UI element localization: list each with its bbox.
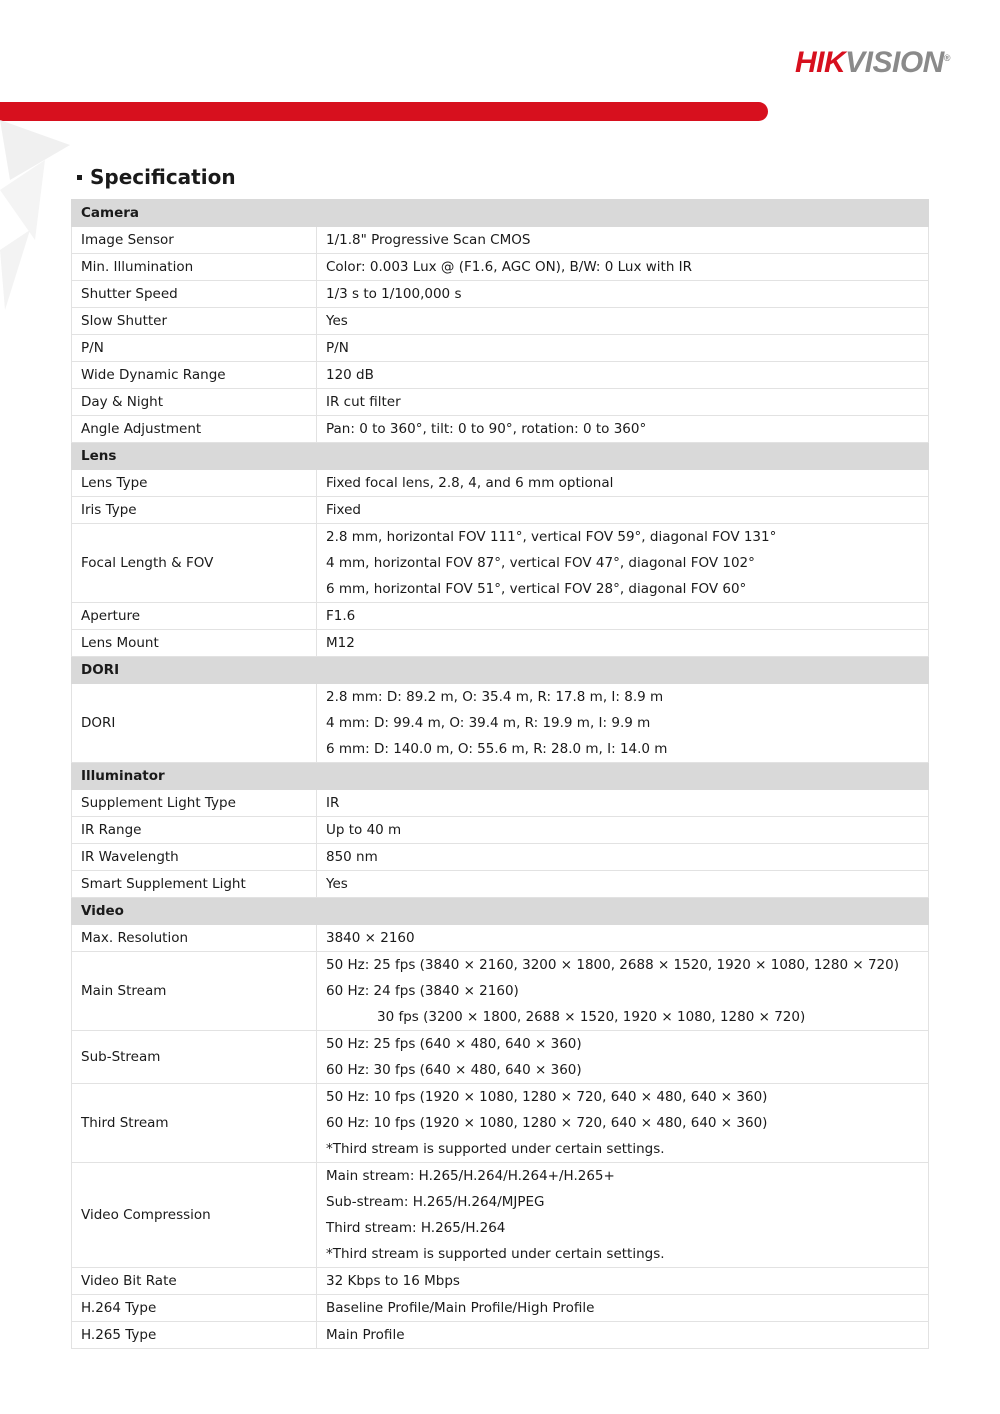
spec-value [317, 335, 929, 362]
spec-value [317, 470, 929, 497]
spec-value-line: Main stream: H.265/H.264/H.264+/H.265+ [326, 1168, 615, 1184]
spec-label: Day & Night [72, 389, 317, 416]
spec-label: Wide Dynamic Range [72, 362, 317, 389]
spec-label: Shutter Speed [72, 281, 317, 308]
spec-label: H.265 Type [72, 1322, 317, 1349]
hikvision-logo [795, 46, 950, 80]
spec-value-line: 2.8 mm, horizontal FOV 111°, vertical FOV 59°, diagonal FOV 131° [326, 529, 777, 545]
spec-row [72, 603, 929, 630]
spec-value-line: 4 mm: D: 99.4 m, O: 39.4 m, R: 19.9 m, I: 9.9 m [326, 715, 651, 731]
spec-value [317, 630, 929, 657]
spec-value-line: *Third stream is supported under certain settings. [326, 1246, 665, 1262]
spec-value [317, 308, 929, 335]
spec-row [72, 281, 929, 308]
spec-label: Angle Adjustment [72, 416, 317, 443]
spec-row [72, 362, 929, 389]
spec-value [317, 844, 929, 871]
spec-value-line: Third stream: H.265/H.264 [326, 1220, 506, 1236]
page-title-text: Specification [90, 165, 236, 189]
spec-label: Main Stream [72, 952, 317, 1031]
spec-value-line: P/N [326, 340, 349, 356]
specification-table [71, 199, 929, 1349]
section-header-row [72, 763, 929, 790]
spec-value-line: *Third stream is supported under certain settings. [326, 1141, 665, 1157]
spec-row [72, 871, 929, 898]
spec-value-line: 120 dB [326, 367, 374, 383]
spec-value-line: Yes [326, 313, 348, 329]
spec-row [72, 844, 929, 871]
spec-label: Max. Resolution [72, 925, 317, 952]
spec-row [72, 1322, 929, 1349]
spec-label: Lens Mount [72, 630, 317, 657]
spec-value-line: Main Profile [326, 1327, 405, 1343]
section-title: Video [72, 898, 929, 925]
section-title: Lens [72, 443, 929, 470]
spec-label: IR Wavelength [72, 844, 317, 871]
spec-value-line: 60 Hz: 10 fps (1920 × 1080, 1280 × 720, 640 × 480, 640 × 360) [326, 1115, 768, 1131]
spec-value [317, 790, 929, 817]
logo-registered-mark: ® [943, 53, 950, 63]
spec-value [317, 362, 929, 389]
spec-value-line: Baseline Profile/Main Profile/High Profile [326, 1300, 595, 1316]
section-title: Illuminator [72, 763, 929, 790]
spec-value-line: Up to 40 m [326, 822, 402, 838]
spec-row [72, 790, 929, 817]
spec-value-line: Sub-stream: H.265/H.264/MJPEG [326, 1194, 545, 1210]
spec-value-line: 1/3 s to 1/100,000 s [326, 286, 462, 302]
section-header-row [72, 657, 929, 684]
spec-value-line: 2.8 mm: D: 89.2 m, O: 35.4 m, R: 17.8 m, I: 8.9 m [326, 689, 664, 705]
spec-row [72, 524, 929, 603]
spec-value [317, 227, 929, 254]
section-header-row [72, 898, 929, 925]
spec-row [72, 308, 929, 335]
spec-row [72, 416, 929, 443]
spec-row [72, 1084, 929, 1163]
spec-label: Third Stream [72, 1084, 317, 1163]
spec-row [72, 684, 929, 763]
spec-row [72, 1295, 929, 1322]
spec-value-line: F1.6 [326, 608, 356, 624]
spec-value [317, 281, 929, 308]
spec-row [72, 925, 929, 952]
spec-value [317, 497, 929, 524]
spec-row [72, 630, 929, 657]
spec-value-line: 1/1.8" Progressive Scan CMOS [326, 232, 531, 248]
spec-value-line: 50 Hz: 25 fps (3840 × 2160, 3200 × 1800, 2688 × 1520, 1920 × 1080, 1280 × 720) [326, 957, 899, 973]
spec-value [317, 1163, 929, 1268]
section-title: DORI [72, 657, 929, 684]
spec-label: Focal Length & FOV [72, 524, 317, 603]
spec-value-line: 3840 × 2160 [326, 930, 415, 946]
spec-value [317, 952, 929, 1031]
spec-value [317, 684, 929, 763]
spec-value-line: IR [326, 795, 340, 811]
spec-value [317, 1322, 929, 1349]
spec-label: Sub-Stream [72, 1031, 317, 1084]
spec-label: Supplement Light Type [72, 790, 317, 817]
spec-label: Video Compression [72, 1163, 317, 1268]
spec-value [317, 1295, 929, 1322]
spec-row [72, 335, 929, 362]
spec-value [317, 1031, 929, 1084]
spec-label: IR Range [72, 817, 317, 844]
spec-label: Video Bit Rate [72, 1268, 317, 1295]
spec-value [317, 1084, 929, 1163]
spec-value-line: 50 Hz: 10 fps (1920 × 1080, 1280 × 720, 640 × 480, 640 × 360) [326, 1089, 768, 1105]
title-bullet-icon [77, 175, 82, 180]
spec-value-line: M12 [326, 635, 355, 651]
spec-label: Image Sensor [72, 227, 317, 254]
spec-value-line: IR cut filter [326, 394, 401, 410]
spec-row [72, 952, 929, 1031]
section-header-row [72, 200, 929, 227]
spec-label: Aperture [72, 603, 317, 630]
spec-label: H.264 Type [72, 1295, 317, 1322]
spec-value-line: 32 Kbps to 16 Mbps [326, 1273, 460, 1289]
spec-value [317, 389, 929, 416]
spec-label: Smart Supplement Light [72, 871, 317, 898]
spec-row [72, 1031, 929, 1084]
spec-label: Lens Type [72, 470, 317, 497]
header-red-bar [0, 102, 768, 121]
spec-value [317, 817, 929, 844]
spec-value-line: Color: 0.003 Lux @ (F1.6, AGC ON), B/W: 0 Lux with IR [326, 259, 693, 275]
spec-value [317, 925, 929, 952]
spec-label: P/N [72, 335, 317, 362]
spec-row [72, 1163, 929, 1268]
spec-value-line: Yes [326, 876, 348, 892]
spec-row [72, 254, 929, 281]
spec-row [72, 1268, 929, 1295]
page-title [77, 165, 236, 189]
spec-value-line: 4 mm, horizontal FOV 87°, vertical FOV 47°, diagonal FOV 102° [326, 555, 755, 571]
spec-label: Slow Shutter [72, 308, 317, 335]
spec-value [317, 871, 929, 898]
spec-value-line: 60 Hz: 30 fps (640 × 480, 640 × 360) [326, 1062, 582, 1078]
spec-value [317, 254, 929, 281]
spec-value-line: 60 Hz: 24 fps (3840 × 2160) [326, 983, 519, 999]
spec-row [72, 227, 929, 254]
spec-label: Iris Type [72, 497, 317, 524]
spec-value [317, 603, 929, 630]
spec-value [317, 416, 929, 443]
spec-label: DORI [72, 684, 317, 763]
spec-value-line: 30 fps (3200 × 1800, 2688 × 1520, 1920 × 1080, 1280 × 720) [377, 1009, 806, 1025]
section-header-row [72, 443, 929, 470]
spec-value-line: Fixed [326, 502, 361, 518]
spec-value-line: 850 nm [326, 849, 378, 865]
spec-value-line: 6 mm, horizontal FOV 51°, vertical FOV 28°, diagonal FOV 60° [326, 581, 747, 597]
logo-vision-text: VISION [845, 46, 944, 79]
spec-value-line: 6 mm: D: 140.0 m, O: 55.6 m, R: 28.0 m, I: 14.0 m [326, 741, 668, 757]
spec-row [72, 470, 929, 497]
logo-hik-text: HIK [794, 46, 846, 79]
spec-row [72, 497, 929, 524]
spec-value-line: Pan: 0 to 360°, tilt: 0 to 90°, rotation: 0 to 360° [326, 421, 647, 437]
spec-value-line: Fixed focal lens, 2.8, 4, and 6 mm optional [326, 475, 614, 491]
section-title: Camera [72, 200, 929, 227]
spec-row [72, 389, 929, 416]
spec-value [317, 1268, 929, 1295]
spec-value-line: 50 Hz: 25 fps (640 × 480, 640 × 360) [326, 1036, 582, 1052]
spec-label: Min. Illumination [72, 254, 317, 281]
spec-row [72, 817, 929, 844]
spec-value [317, 524, 929, 603]
watermark-graphic [0, 120, 80, 320]
